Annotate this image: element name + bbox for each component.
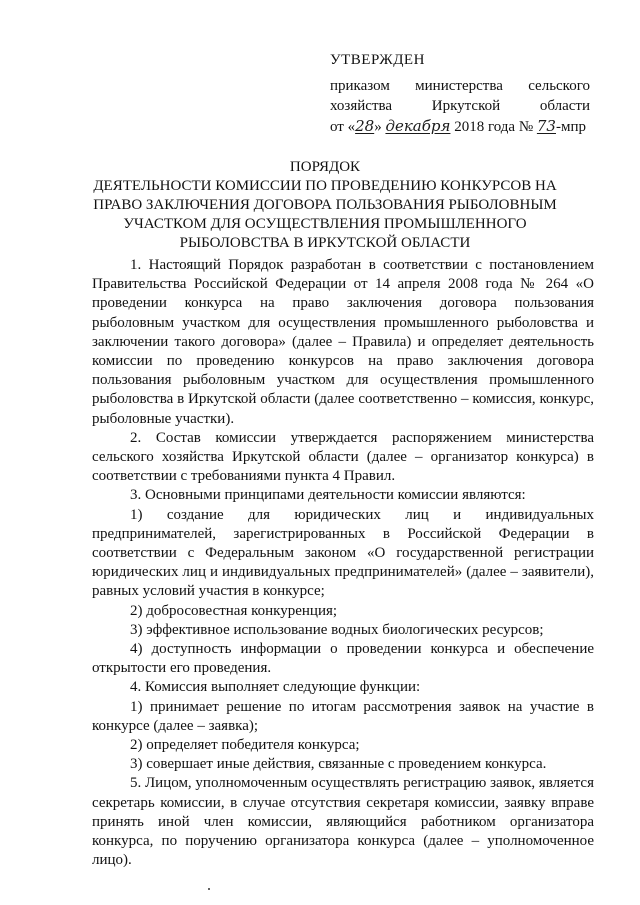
paragraph-2: 2. Состав комиссии утверждается распоряжением министерства сельского хозяйства Иркутской области (далее – организатор конкурса) в соответствии с требованиями пункта 4 Правил. xyxy=(92,429,594,485)
principle-4: 4) доступность информации о проведении конкурса и обеспечение открытости его проведения. xyxy=(92,641,594,677)
paragraph-3: 3. Основными принципами деятельности комиссии являются: xyxy=(130,487,526,504)
document-heading xyxy=(90,158,560,253)
heading-line-5: РЫБОЛОВСТВА В ИРКУТСКОЙ ОБЛАСТИ xyxy=(179,235,471,251)
principle-3: 3) эффективное использование водных биологических ресурсов; xyxy=(130,621,544,638)
paragraph-5: 5. Лицом, уполномоченным осуществлять регистрацию заявок, является секретарь комиссии, в случае отсутствия секретаря комиссии, заявку вправе принять иной член комиссии, являющийся работником организатора конкурса, по поручению организатора конкурса (далее – уполномоченное лицо). xyxy=(92,775,594,869)
principle-2: 2) добросовестная конкуренция; xyxy=(130,602,338,619)
date-prefix: от « xyxy=(330,119,356,135)
approval-date-number xyxy=(330,116,590,137)
order-number: 73 xyxy=(536,117,556,135)
order-suffix: -мпр xyxy=(555,119,586,135)
function-1: 1) принимает решение по итогам рассмотрения заявок на участие в конкурсе (далее – заявка); xyxy=(92,698,594,734)
approval-block xyxy=(330,50,590,137)
function-3: 3) совершает иные действия, связанные с проведением конкурса. xyxy=(130,756,547,773)
heading-line-3: ПРАВО ЗАКЛЮЧЕНИЯ ДОГОВОРА ПОЛЬЗОВАНИЯ РЫБОЛОВНЫМ xyxy=(93,197,557,213)
approval-line-ministry: хозяйства Иркутской области xyxy=(330,98,590,114)
date-month: декабря xyxy=(385,117,451,135)
approval-title: УТВЕРЖДЕН xyxy=(330,52,425,68)
date-day: 28 xyxy=(355,117,375,135)
principle-1: 1) создание для юридических лиц и индивидуальных предпринимателей, зарегистрированных в Российской Федерации в соответствии с Федеральным законом «О государственной регистрации юридических лиц и индивидуальных предпринимателей» (далее – заявители), равных условий участия в конкурсе; xyxy=(92,506,594,600)
document-body xyxy=(92,256,594,871)
heading-line-2: ДЕЯТЕЛЬНОСТИ КОМИССИИ ПО ПРОВЕДЕНИЮ КОНКУРСОВ НА xyxy=(93,178,557,194)
scan-speck xyxy=(208,888,210,890)
heading-line-1: ПОРЯДОК xyxy=(289,159,361,175)
approval-line-order: приказом министерства сельского xyxy=(330,78,590,94)
date-year: 2018 года № xyxy=(450,119,537,135)
date-mid: » xyxy=(374,119,386,135)
function-2: 2) определяет победителя конкурса; xyxy=(130,737,360,754)
paragraph-4: 4. Комиссия выполняет следующие функции: xyxy=(130,679,421,696)
heading-line-4: УЧАСТКОМ ДЛЯ ОСУЩЕСТВЛЕНИЯ ПРОМЫШЛЕННОГО xyxy=(123,216,527,232)
paragraph-1: 1. Настоящий Порядок разработан в соответствии с постановлением Правительства Российской Федерации от 14 апреля 2008 года № 264 «О проведении конкурса на право заключения договора пользования рыболовным участком для осуществления промышленного рыболовства и заключении такого договора» (далее – Правила) и определяет деятельность комиссии по проведению конкурсов на право заключения договора пользования рыболовным участком для осуществления промышленного рыболовства в Иркутской области (далее соответственно – комиссия, конкурс, рыболовные участки). xyxy=(92,257,594,427)
